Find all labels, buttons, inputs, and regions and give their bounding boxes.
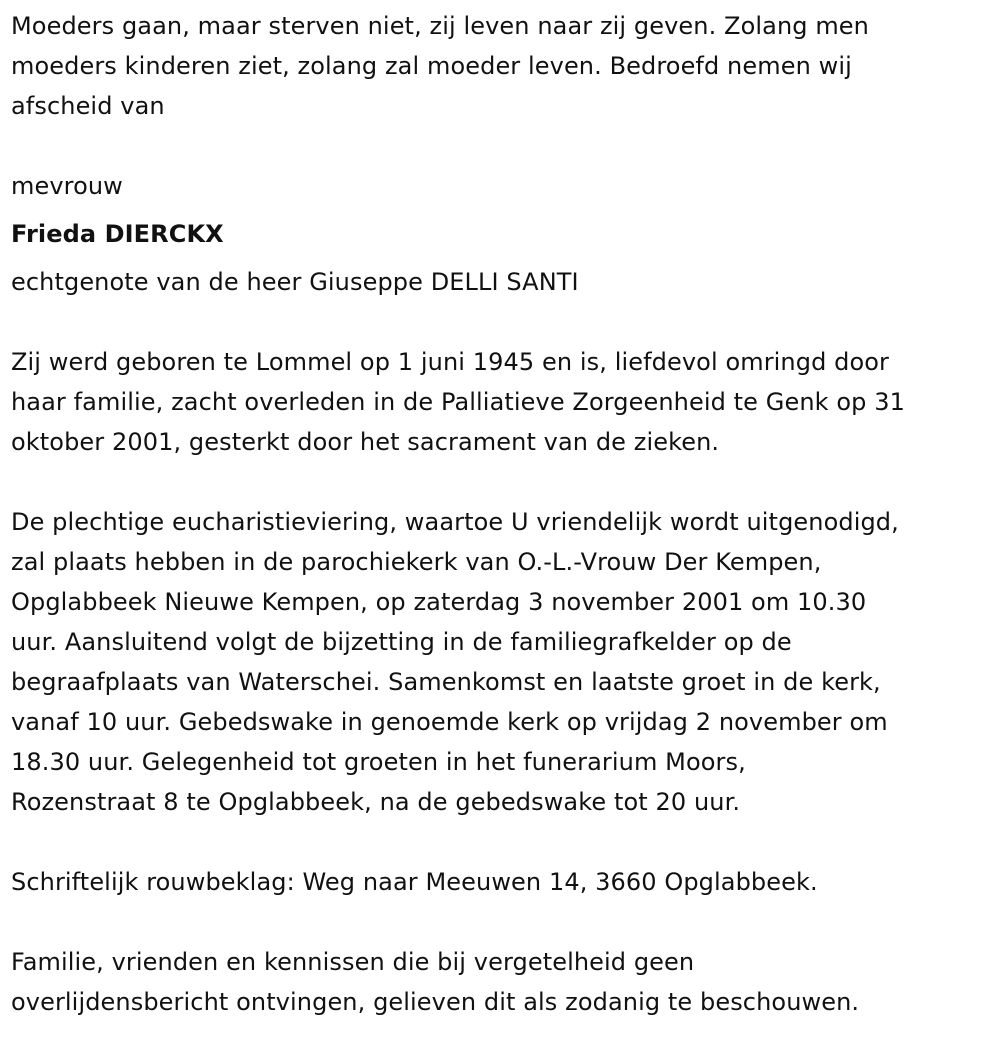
ceremony-line: begraafplaats van Waterschei. Samenkomst en laatste groet in de kerk, xyxy=(11,668,881,696)
deceased-spouse: echtgenote van de heer Giuseppe DELLI SANTI xyxy=(11,268,579,296)
closing-line: Familie, vrienden en kennissen die bij vergetelheid geen xyxy=(11,948,695,976)
ceremony-line: 18.30 uur. Gelegenheid tot groeten in het funerarium Moors, xyxy=(11,748,746,776)
closing-paragraph xyxy=(11,942,990,1022)
intro-line: moeders kinderen ziet, zolang zal moeder leven. Bedroefd nemen wij xyxy=(11,52,852,80)
ceremony-line: vanaf 10 uur. Gebedswake in genoemde kerk op vrijdag 2 november om xyxy=(11,708,888,736)
ceremony-line: De plechtige eucharistieviering, waartoe U vriendelijk wordt uitgenodigd, xyxy=(11,508,899,536)
ceremony-line: Opglabbeek Nieuwe Kempen, op zaterdag 3 november 2001 om 10.30 xyxy=(11,588,867,616)
condolence-line: Schriftelijk rouwbeklag: Weg naar Meeuwen 14, 3660 Opglabbeek. xyxy=(11,868,818,896)
ceremony-line: Rozenstraat 8 te Opglabbeek, na de gebedswake tot 20 uur. xyxy=(11,788,741,816)
birth-death-line: oktober 2001, gesterkt door het sacrament van de zieken. xyxy=(11,428,720,456)
closing-line: overlijdensbericht ontvingen, gelieven dit als zodanig te beschouwen. xyxy=(11,988,860,1016)
intro-paragraph xyxy=(11,6,990,126)
deceased-title: mevrouw xyxy=(11,172,123,200)
ceremony-line: uur. Aansluitend volgt de bijzetting in de familiegrafkelder op de xyxy=(11,628,792,656)
birth-death-line: haar familie, zacht overleden in de Palliatieve Zorgeenheid te Genk op 31 xyxy=(11,388,905,416)
intro-line: Moeders gaan, maar sterven niet, zij leven naar zij geven. Zolang men xyxy=(11,12,869,40)
intro-line: afscheid van xyxy=(11,92,165,120)
ceremony-paragraph xyxy=(11,502,990,822)
deceased-block xyxy=(11,166,990,302)
deceased-name: Frieda DIERCKX xyxy=(11,220,224,248)
condolence-paragraph xyxy=(11,862,990,902)
ceremony-line: zal plaats hebben in de parochiekerk van O.-L.-Vrouw Der Kempen, xyxy=(11,548,822,576)
birth-death-paragraph xyxy=(11,342,990,462)
birth-death-line: Zij werd geboren te Lommel op 1 juni 1945 en is, liefdevol omringd door xyxy=(11,348,890,376)
